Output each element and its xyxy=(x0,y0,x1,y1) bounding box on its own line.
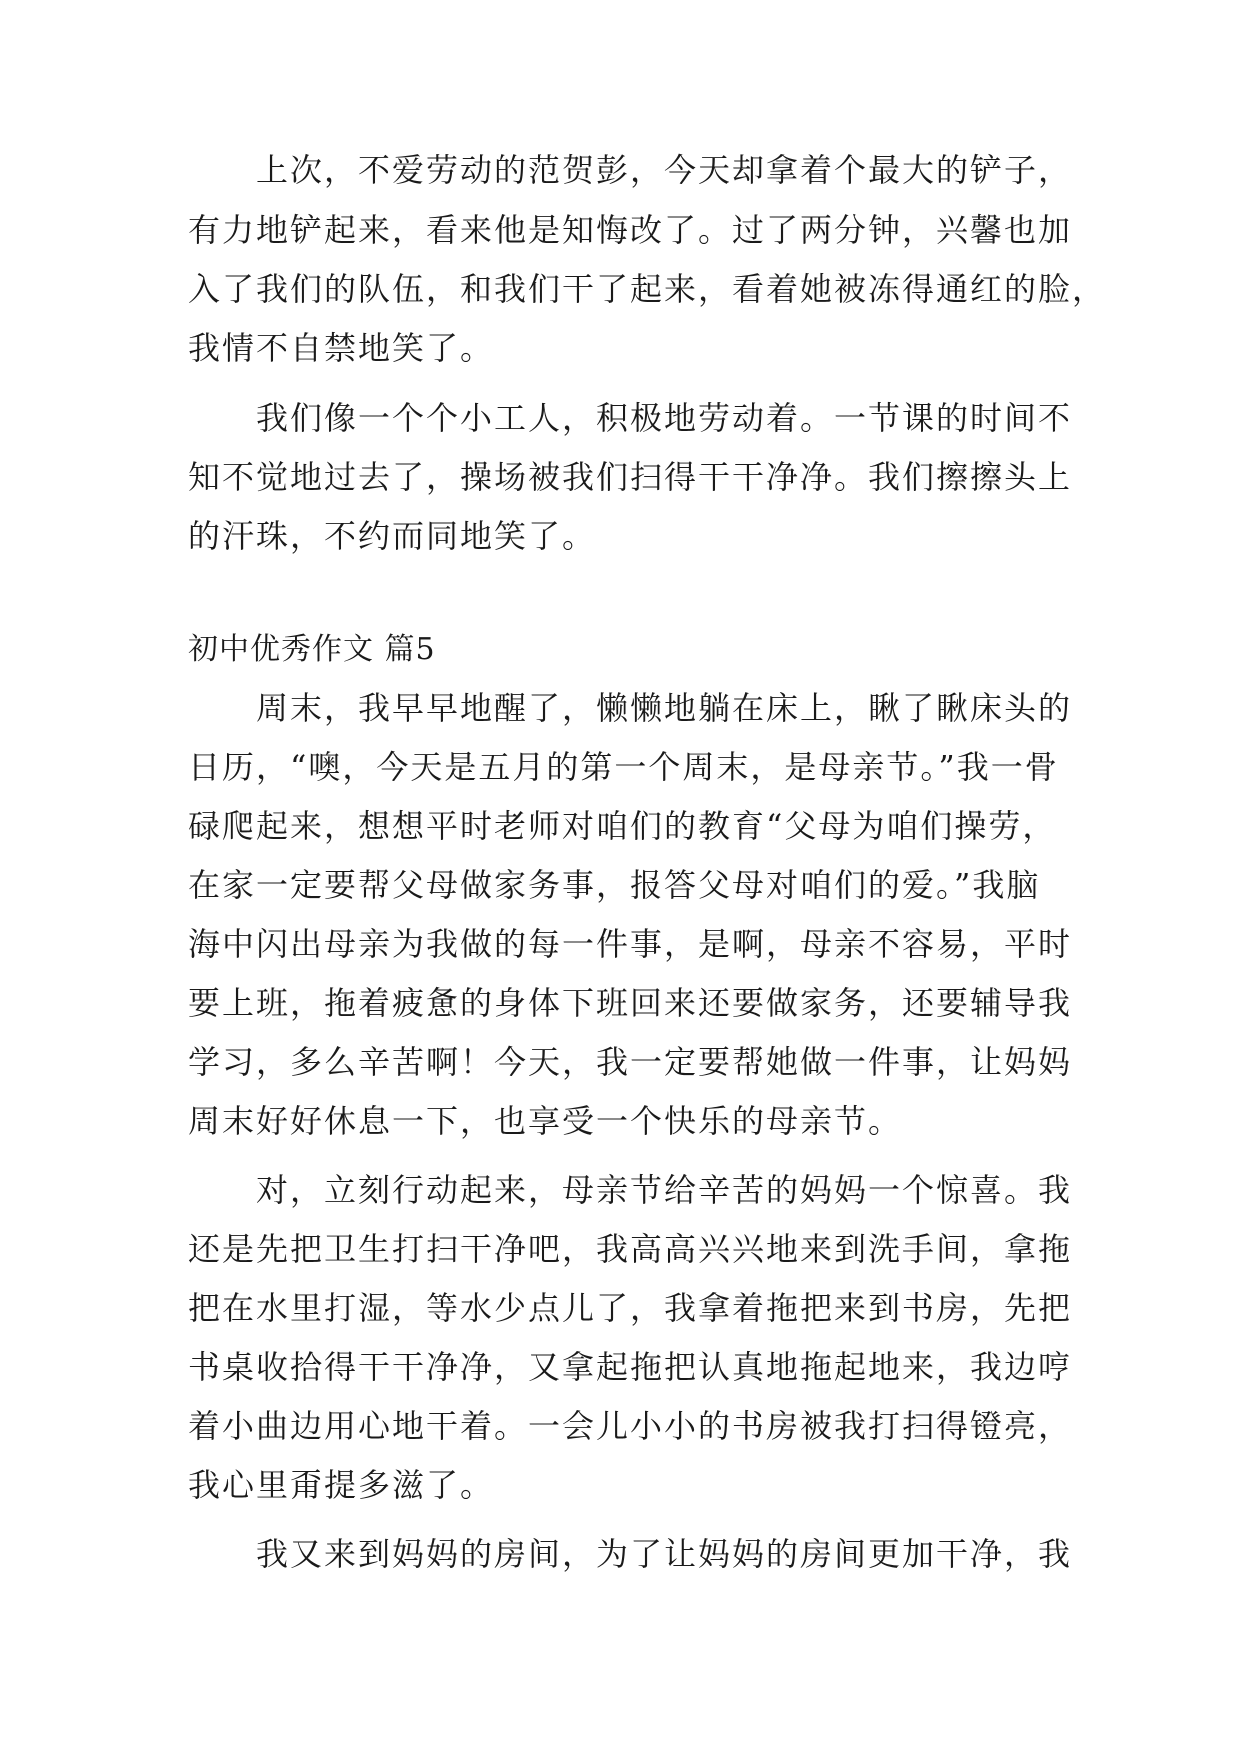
paragraph-line: 知不觉地过去了，操场被我们扫得干干净净。我们擦擦头上 xyxy=(188,458,1073,496)
paragraph-line: 我们像一个个小工人，积极地劳动着。一节课的时间不 xyxy=(256,399,1073,437)
paragraph-line: 学习，多么辛苦啊！今天，我一定要帮她做一件事，让妈妈 xyxy=(188,1043,1073,1081)
paragraph-line: 海中闪出母亲为我做的每一件事，是啊，母亲不容易，平时 xyxy=(188,925,1073,963)
paragraph-line: 着小曲边用心地干着。一会儿小小的书房被我打扫得镫亮， xyxy=(188,1407,1073,1445)
paragraph-line: 书桌收拾得干干净净，又拿起拖把认真地拖起地来，我边哼 xyxy=(188,1348,1073,1386)
paragraph-line: 我心里甭提多滋了。 xyxy=(188,1466,495,1504)
paragraph-line: 把在水里打湿，等水少点儿了，我拿着拖把来到书房，先把 xyxy=(188,1289,1073,1327)
paragraph-line: 日历，“噢，今天是五月的第一个周末，是母亲节。”我一骨 xyxy=(188,748,1059,786)
paragraph-line: 周末好好休息一下，也享受一个快乐的母亲节。 xyxy=(188,1102,903,1140)
paragraph-line: 上次，不爱劳动的范贺彭，今天却拿着个最大的铲子， xyxy=(256,151,1073,189)
paragraph-line: 要上班，拖着疲惫的身体下班回来还要做家务，还要辅导我 xyxy=(188,984,1073,1022)
paragraph-line: 我又来到妈妈的房间，为了让妈妈的房间更加干净，我 xyxy=(256,1535,1073,1573)
paragraph-line: 入了我们的队伍，和我们干了起来，看着她被冻得通红的脸， xyxy=(188,270,1107,308)
paragraph-line: 还是先把卫生打扫干净吧，我高高兴兴地来到洗手间，拿拖 xyxy=(188,1230,1073,1268)
paragraph-line: 我情不自禁地笑了。 xyxy=(188,329,495,367)
paragraph-line: 对，立刻行动起来，母亲节给辛苦的妈妈一个惊喜。我 xyxy=(256,1171,1073,1209)
paragraph-line: 的汗珠，不约而同地笑了。 xyxy=(188,517,597,555)
paragraph-line: 有力地铲起来，看来他是知悔改了。过了两分钟，兴馨也加 xyxy=(188,211,1073,249)
section-heading: 初中优秀作文 篇5 xyxy=(188,632,436,667)
paragraph-line: 碌爬起来，想想平时老师对咱们的教育“父母为咱们操劳， xyxy=(188,807,1057,845)
paragraph-line: 在家一定要帮父母做家务事，报答父母对咱们的爱。”我脑 xyxy=(188,866,1041,904)
paragraph-line: 周末，我早早地醒了，懒懒地躺在床上，瞅了瞅床头的 xyxy=(256,689,1073,727)
